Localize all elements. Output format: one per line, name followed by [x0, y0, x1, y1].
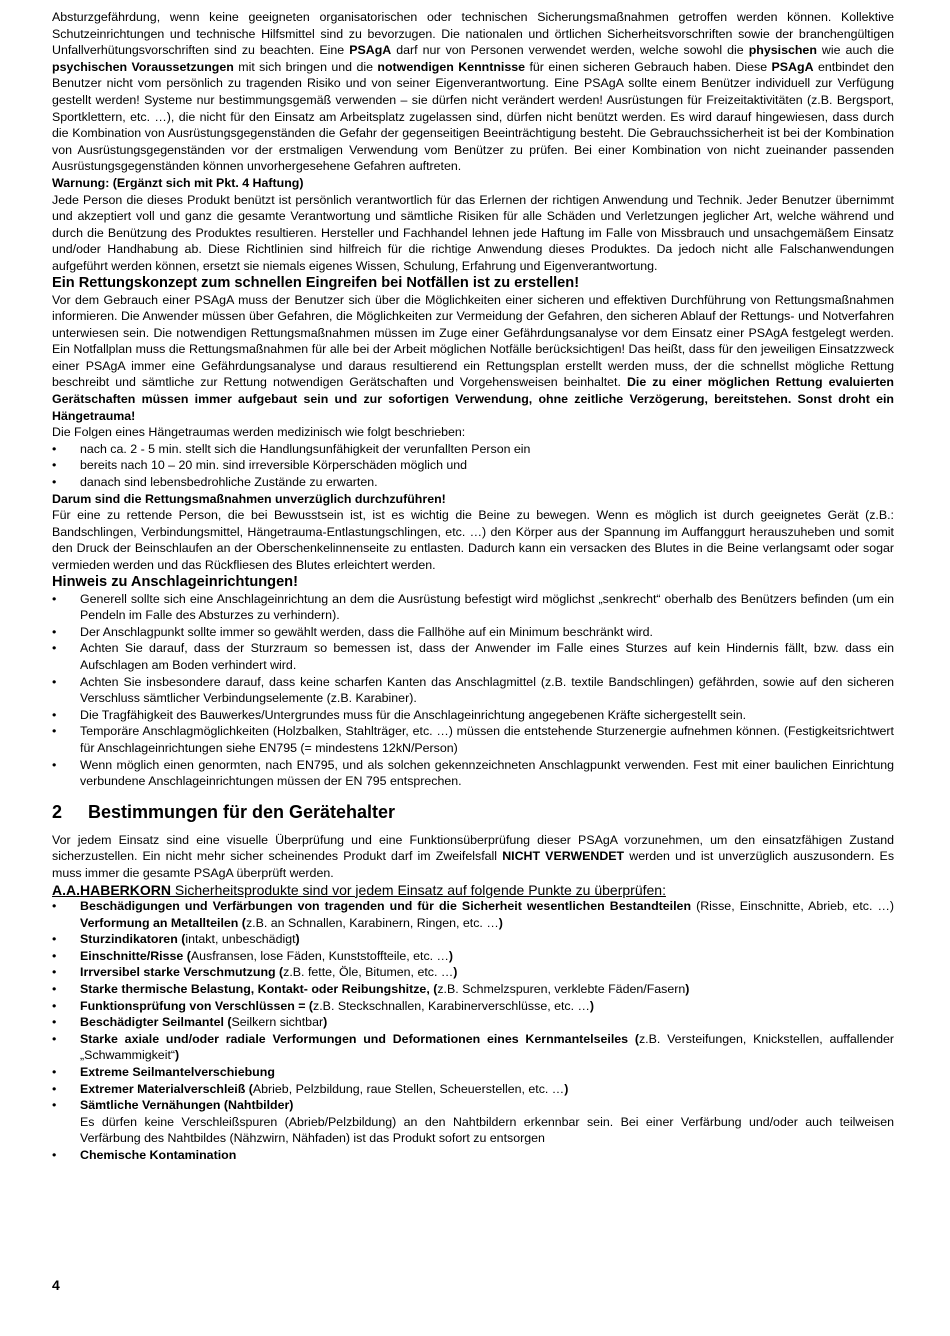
list-item: • nach ca. 2 - 5 min. stellt sich die Handlungsunfähigkeit der verunfallten Person ein: [52, 441, 894, 458]
trauma-intro: Die Folgen eines Hängetraumas werden medizinisch wie folgt beschrieben:: [52, 425, 466, 440]
bold-text: Extremer Materialverschleiß (: [80, 1081, 253, 1096]
list-item: • Der Anschlagpunkt sollte immer so gewählt werden, dass die Fallhöhe auf ein Minimum beschränkt wird.: [52, 624, 894, 641]
bold-text: Beschädigungen und Verfärbungen von tragenden und für die Sicherheit wesentlichen Bestandteilen: [80, 899, 692, 914]
text-run: intakt, unbeschädigt: [185, 932, 296, 947]
checklist-item: [52, 898, 894, 931]
checklist-item: [52, 998, 894, 1015]
bold-text: notwendigen Kenntnisse: [377, 59, 526, 74]
checklist-item: [52, 948, 894, 965]
warning-text: Jede Person die dieses Produkt benützt ist persönlich verantwortlich für das Erlernen der richtigen Anwendung und Technik. Jeder Benutzer übernimmt und akzeptiert voll und ganz die gesamte Verantwortung und sämtliche Risiken für alle Schäden und Verletzungen jeglicher Art, welche während und durch die Benützung des Produktes resultieren. Hersteller und Fachhandel lehnen jede Haftung im Falle von Missbrauch und unsachgemäßem Einsatz und/oder Handhabung ab. Diese Richtlinien sind hilfreich für die richtige Anwendung dieses Produktes. Da jedoch nicht alle Falschanwendungen aufgeführt werden können, ersetzt sie niemals eigenes Wissen, Schulung, Erfahrung und Eigenverantwortung.: [52, 192, 894, 273]
trauma-list: [52, 441, 894, 491]
list-item: • Generell sollte sich eine Anschlageinrichtung an dem die Ausrüstung befestigt wird möglichst „senkrecht“ oberhalb des Benützers befinden (um ein Pendeln im Falle des Absturzes zu verhindern).: [52, 591, 894, 624]
bold-text: PSAgA: [771, 59, 814, 74]
text-run: Absturzgefährdung, wenn keine geeigneten organisatorischen oder technischen Sicherungsmaßnahmen getroffen werden können. Kollektive Schutzeinrichtungen und technische Hilfsmittel sind zu bevorzugen. Die nationalen und örtlichen Sicherheitsvorschriften sowie der branchengültigen Unfallverhütungsvorschriften sind zu beachten. Eine: [52, 10, 894, 58]
bold-text: Funktionsprüfung von Verschlüssen = (: [80, 998, 314, 1013]
document-page: [52, 9, 894, 1164]
bold-text: Verformung an Metallteilen (: [80, 915, 246, 930]
bold-text: psychischen Voraussetzungen: [52, 59, 234, 74]
text-run: z.B. fette, Öle, Bitumen, etc. …: [283, 965, 454, 980]
list-item: • danach sind lebensbedrohliche Zustände zu erwarten.: [52, 474, 894, 491]
checklist-item: [52, 981, 894, 998]
bold-text: ): [589, 998, 595, 1013]
bold-text: Irrversibel starke Verschmutzung (: [80, 965, 284, 980]
list-item: • bereits nach 10 – 20 min. sind irreversible Körperschäden möglich und: [52, 457, 894, 474]
bold-text: ): [295, 932, 300, 947]
bold-text: Starke thermische Belastung, Kontakt- oder Reibungshitze, (: [80, 982, 438, 997]
checklist-item: [52, 1081, 894, 1098]
anchor-heading: Hinweis zu Anschlageinrichtungen!: [52, 573, 298, 590]
anchor-list: [52, 591, 894, 790]
bold-text: ): [175, 1048, 180, 1063]
section-number: 2: [52, 801, 63, 822]
section-title: [52, 801, 894, 823]
bold-text: Einschnitte/Risse (: [80, 948, 191, 963]
bold-text: ): [685, 982, 690, 997]
checklist-item: [52, 1031, 894, 1064]
text-run: (Risse, Einschnitte, Abrieb, etc. …): [691, 899, 894, 914]
text-run: Seilkern sichtbar: [231, 1015, 324, 1030]
list-item: • Die Tragfähigkeit des Bauwerkes/Untergrundes muss für die Anschlageinrichtung angegebenen Kräfte sichergestellt sein.: [52, 707, 894, 724]
rescue-text: [52, 292, 894, 425]
section-intro: [52, 832, 894, 882]
immediate-text: Für eine zu rettende Person, die bei Bewusstsein ist, ist es wichtig die Beine zu bewegen. Wenn es möglich ist durch geeignetes Gerät (z.B.: Bandschlingen, Verbindungsmittel, Hängetrauma-Entlastungschlingen, etc. …) den Körper aus der Spannung im Auffanggurt herauszuheben und somit den Druck der Beinschlaufen an der Oberschenkelinnenseite zu entlasten. Dadurch kann ein versacken des Blutes in die Beine verlangsamt oder sogar vermieden werden und das Rückfliesen des Blutes erleichtert werden.: [52, 508, 894, 572]
checklist-item: [52, 931, 894, 948]
section-intro-text: Vor jedem Einsatz sind eine visuelle Überprüfung und eine Funktionsüberprüfung dieser PSAgA vorzunehmen, um den einsatzfähigen Zustand sicherzustellen. Ein nicht mehr sicher scheinendes Produkt darf im Zweifelsfall: [52, 832, 894, 864]
section-intro-bold: NICHT VERWENDET: [502, 849, 625, 864]
list-item: • Achten Sie insbesondere darauf, dass keine scharfen Kanten das Anschlagmittel (z.B. textile Bandschlingen) gefährden, sowie auf den sicheren Verschluss sämtlicher Verbindungselemente (z.B. Karabiner).: [52, 674, 894, 707]
rescue-text-bold: Die zu einer möglichen Rettung evaluierten Gerätschaften müssen immer aufgebaut sein und zur sofortigen Verwendung, ohne zeitliche Verzögerung, bereitstehen. Sonst droht ein Hängetrauma!: [52, 375, 894, 423]
text-run: für einen sicheren Gebrauch haben. Diese: [525, 59, 772, 74]
bold-text: Extreme Seilmantelverschiebung: [80, 1065, 275, 1080]
checklist: [52, 898, 894, 1164]
bold-text: Sämtliche Vernähungen (Nahtbilder): [80, 1098, 294, 1113]
list-item: • Wenn möglich einen genormten, nach EN795, und als solchen gekennzeichneten Anschlagpunkt verwenden. Fest mit einer baulichen Einrichtung verbundene Anschlageinrichtungen müssen der EN 795 entsprechen.: [52, 757, 894, 790]
brand-name: A.A.HABERKORN: [52, 881, 171, 898]
text-run: Ausfransen, lose Fäden, Kunststoffteile, etc. …: [190, 948, 449, 963]
bold-text: ): [323, 1015, 328, 1030]
text-run: Abrieb, Pelzbildung, raue Stellen, Scheuerstellen, etc. …: [252, 1081, 565, 1096]
bold-text: Chemische Kontamination: [80, 1148, 237, 1162]
rescue-heading: Ein Rettungskonzept zum schnellen Eingreifen bei Notfällen ist zu erstellen!: [52, 274, 580, 291]
text-run: z.B. Schmelzspuren, verklebte Fäden/Fasern: [437, 982, 686, 997]
bold-text: PSAgA: [349, 43, 392, 58]
checklist-item: [52, 1097, 894, 1147]
warning-heading: Warnung: (Ergänzt sich mit Pkt. 4 Haftung): [52, 175, 304, 190]
bold-text: Beschädigter Seilmantel (: [80, 1015, 232, 1030]
text-run: z.B. an Schnallen, Karabinern, Ringen, etc. …: [245, 915, 499, 930]
intro-paragraph: [52, 9, 894, 175]
bold-text: ): [448, 948, 454, 963]
checklist-item: [52, 1014, 894, 1031]
checklist-item: [52, 964, 894, 981]
rescue-text-normal: Vor dem Gebrauch einer PSAgA muss der Benutzer sich über die Möglichkeiten einer sicheren und effektiven Durchführung von Rettungsmaßnahmen informieren. Die Anwender müssen über Gefahren, die Möglichkeiten zur Vermeidung der Gefahren, den sicheren Ablauf der Rettungs- und Notverfahren unterwiesen sein. Die notwendigen Rettungsmaßnahmen müssen im Zuge einer Gefährdungsanalyse vor dem Einsatz einer PSAgA festgelegt werden. Ein Notfallplan muss die Rettungsmaßnahmen für alle bei der Arbeit möglichen Notfälle berücksichtigen! Das heißt, dass für den jeweiligen Einsatzzweck einer PSAgA immer eine Gefährdungsanalyse und daraus resultierend ein Rettungsplan erstellt werden muss, der die schnellst mögliche Rettung beschreibt und sämtliche zur Rettung notwendigen Gerätschaften und Vorgehensweisen beinhaltet.: [52, 292, 894, 390]
text-run: wie auch die: [816, 43, 894, 58]
checklist-item: [52, 1064, 894, 1081]
bold-text: Starke axiale und/oder radiale Verformungen und Deformationen eines Kernmantelseiles (: [80, 1031, 639, 1046]
section-title-text: Bestimmungen für den Gerätehalter: [88, 801, 396, 822]
text-run: mit sich bringen und die: [233, 59, 378, 74]
text-run: darf nur von Personen verwendet werden, welche sowohl die: [391, 43, 749, 58]
list-item: • Temporäre Anschlagmöglichkeiten (Holzbalken, Stahlträger, etc. …) müssen die entstehende Sturzenergie aufnehmen können. (Festigkeitsrichtwert für Anschlageinrichtungen siehe EN795 (= mindestens 12kN/Person): [52, 723, 894, 756]
list-item: • Achten Sie darauf, dass der Sturzraum so bemessen ist, dass der Anwender im Falle eines Sturzes auf kein Hindernis fällt, bzw. dass ein Aufschlagen am Boden verhindert wird.: [52, 640, 894, 673]
bold-text: Sturzindikatoren (: [80, 932, 186, 947]
checklist-item: [52, 1147, 894, 1164]
immediate-heading: Darum sind die Rettungsmaßnahmen unverzüglich durchzuführen!: [52, 491, 446, 506]
bold-text: physischen: [748, 43, 817, 58]
bold-text: ): [453, 965, 458, 980]
text-run: z.B. Steckschnallen, Karabinerverschlüsse, etc. …: [313, 998, 590, 1013]
section-intro-end: werden und ist unverzüglich auszusondern. Es muss immer die gesamte PSAgA überprüft werden.: [52, 849, 895, 880]
checklist-heading-text: Sicherheitsprodukte sind vor jedem Einsatz auf folgende Punkte zu überprüfen:: [171, 881, 666, 898]
text-run: z.B. Versteifungen, Knickstellen, auffallender „Schwammigkeit“: [80, 1031, 894, 1063]
page-number: 4: [52, 1277, 60, 1293]
checklist-heading: [52, 882, 894, 899]
bold-text: ): [498, 915, 503, 930]
text-run: Es dürfen keine Verschleißspuren (Abrieb/Pelzbildung) an den Nahtbildern erkennbar sein. Bei einer Verfärbung und/oder auch teilweisen Verfärbung des Nahtbildes (Nähzwirn, Nähfaden) ist das Produkt sofort zu entsorgen: [80, 1114, 894, 1146]
bold-text: ): [564, 1081, 569, 1096]
text-run: entbindet den Benutzer nicht vom persönlich zu tragenden Risiko und von seiner Eigenverantwortung. Eine PSAgA sollte einem Benützer individuell zur Verfügung gestellt werden! Systeme nur bestimmungsgemäß verwenden – sie dürfen nicht verändert werden! Ausrüstungen für Freizeitaktivitäten (z.B. Bergsport, Sportklettern, etc. …), die nicht für den Einsatz am Arbeitsplatz zugelassen sind, dürfen nicht benützt werden. Es wird darauf hingewiesen, dass durch die Kombination von Ausrüstungsgegenständen die Gefahr der gegenseitigen Beeinträchtigung besteht. Die Gebrauchssicherheit ist bei der Kombination von Ausrüstungsgegenständen vor der erstmaligen Verwendung vom Benützer zu prüfen. Bei einer Kombination von nicht zueinander passenden Ausrüstungsgegenständen können unvorhergesehene Gefahren auftreten.: [52, 59, 895, 174]
